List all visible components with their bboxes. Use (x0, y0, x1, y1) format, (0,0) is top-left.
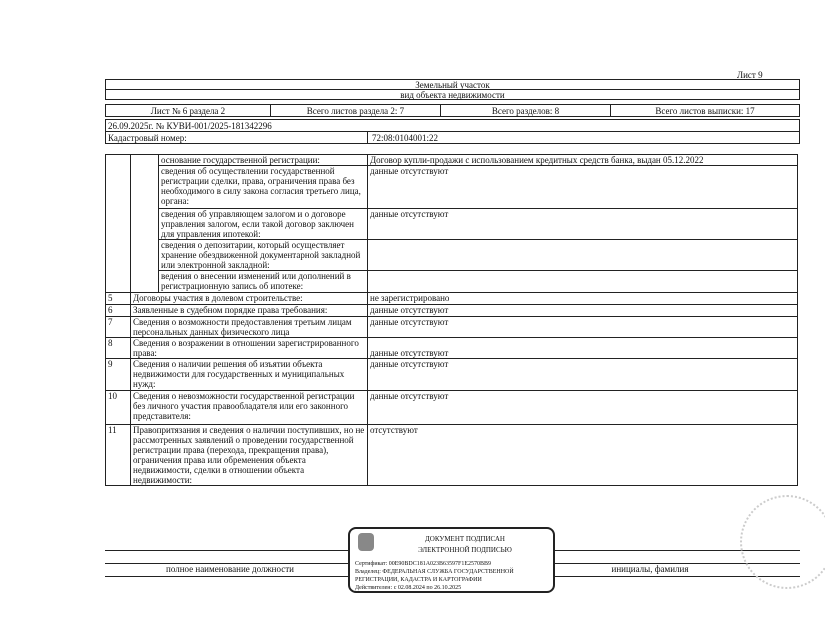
object-type: Земельный участок (105, 79, 800, 90)
table-row (106, 305, 798, 317)
row-label: Правопритязания и сведения о наличии поступивших, но не рассмотренных заявлений о проведении государственной регистрации права (перехода, прекращения права), ограничения права или обременения объекта недвижимости, сделки в отношении объекта недвижимости: (131, 425, 368, 486)
row-label: сведения об осуществлении государственной регистрации сделки, права, ограничения права без необходимого в силу закона согласия третьего лица, органа: (159, 166, 368, 209)
row-value: не зарегистрировано (368, 293, 798, 305)
row-number: 8 (106, 338, 131, 359)
date-number: 26.09.2025г. № КУВИ-001/2025-181342296 (105, 119, 800, 132)
row-label: сведения о депозитарии, который осуществляет хранение обездвиженной документарной закладной или электронной закладной: (159, 240, 368, 271)
table-row (106, 166, 798, 209)
row-label: основание государственной регистрации: (159, 155, 368, 166)
row-value: данные отсутствуют (368, 391, 798, 425)
row-number: 9 (106, 359, 131, 391)
row-value (368, 240, 798, 271)
row-value: данные отсутствуют (368, 166, 798, 209)
table-row (106, 425, 798, 486)
table-row (106, 240, 798, 271)
table-row (106, 359, 798, 391)
row-label: Заявленные в судебном порядке права требования: (131, 305, 368, 317)
row-value: отсутствуют (368, 425, 798, 486)
cadastral-label: Кадастровый номер: (105, 131, 368, 144)
stamp-title: ДОКУМЕНТ ПОДПИСАН (425, 535, 505, 543)
row-label: Сведения о невозможности государственной регистрации без личного участия правообладателя или его законного представителя: (131, 391, 368, 425)
total-sections: Всего разделов: 8 (440, 104, 611, 117)
table-row (106, 155, 798, 166)
electronic-signature-stamp (348, 527, 555, 593)
row-value: данные отсутствуют (368, 338, 798, 359)
row-value (368, 271, 798, 293)
total-sheets-section: Всего листов раздела 2: 7 (270, 104, 441, 117)
row-value: данные отсутствуют (368, 359, 798, 391)
table-row (106, 338, 798, 359)
row-number: 10 (106, 391, 131, 425)
row-number: 7 (106, 317, 131, 338)
row-number: 6 (106, 305, 131, 317)
registry-table (105, 154, 798, 486)
stamp-subtitle: ЭЛЕКТРОННОЙ ПОДПИСЬЮ (418, 546, 512, 554)
table-row (106, 209, 798, 240)
sheet-number: Лист 9 (737, 70, 763, 80)
row-number: 5 (106, 293, 131, 305)
row-label: Сведения о возражении в отношении зарегистрированного права: (131, 338, 368, 359)
emblem-icon (358, 533, 374, 551)
row-label: сведения об управляющем залогом и о договоре управления залогом, если такой договор заключен для управления ипотекой: (159, 209, 368, 240)
table-row (106, 271, 798, 293)
row-number: 11 (106, 425, 131, 486)
stamp-certificate: Сертификат: 00E90BDC181A023B63597F1E2570BB9 (355, 561, 492, 567)
row-label: ведения о внесении изменений или дополнений в регистрационную запись об ипотеке: (159, 271, 368, 293)
cadastral-value: 72:08:0104001:22 (367, 131, 800, 144)
row-label: Договоры участия в долевом строительстве: (131, 293, 368, 305)
table-row (106, 317, 798, 338)
stamp-owner-2: РЕГИСТРАЦИИ, КАДАСТРА И КАРТОГРАФИИ (355, 577, 482, 583)
row-value: данные отсутствуют (368, 209, 798, 240)
total-sheets-extract: Всего листов выписки: 17 (610, 104, 800, 117)
stamp-validity: Действителен: с 02.08.2024 по 26.10.2025 (355, 585, 462, 591)
position-caption: полное наименование должности (166, 564, 294, 574)
row-label: Сведения о возможности предоставления третьим лицам персональных данных физического лица (131, 317, 368, 338)
table-row (106, 391, 798, 425)
row-value: данные отсутствуют (368, 317, 798, 338)
object-type-caption: вид объекта недвижимости (105, 89, 800, 100)
row-label: Сведения о наличии решения об изъятии объекта недвижимости для государственных и муниципальных нужд: (131, 359, 368, 391)
row-value: Договор купли-продажи с использованием кредитных средств банка, выдан 05.12.2022 (368, 155, 798, 166)
seal-watermark (740, 495, 825, 589)
sheet-of-section: Лист № 6 раздела 2 (105, 104, 271, 117)
row-value: данные отсутствуют (368, 305, 798, 317)
stamp-owner: Владелец: ФЕДЕРАЛЬНАЯ СЛУЖБА ГОСУДАРСТВЕННОЙ (355, 569, 514, 575)
table-row (106, 293, 798, 305)
name-caption: инициалы, фамилия (611, 564, 689, 574)
